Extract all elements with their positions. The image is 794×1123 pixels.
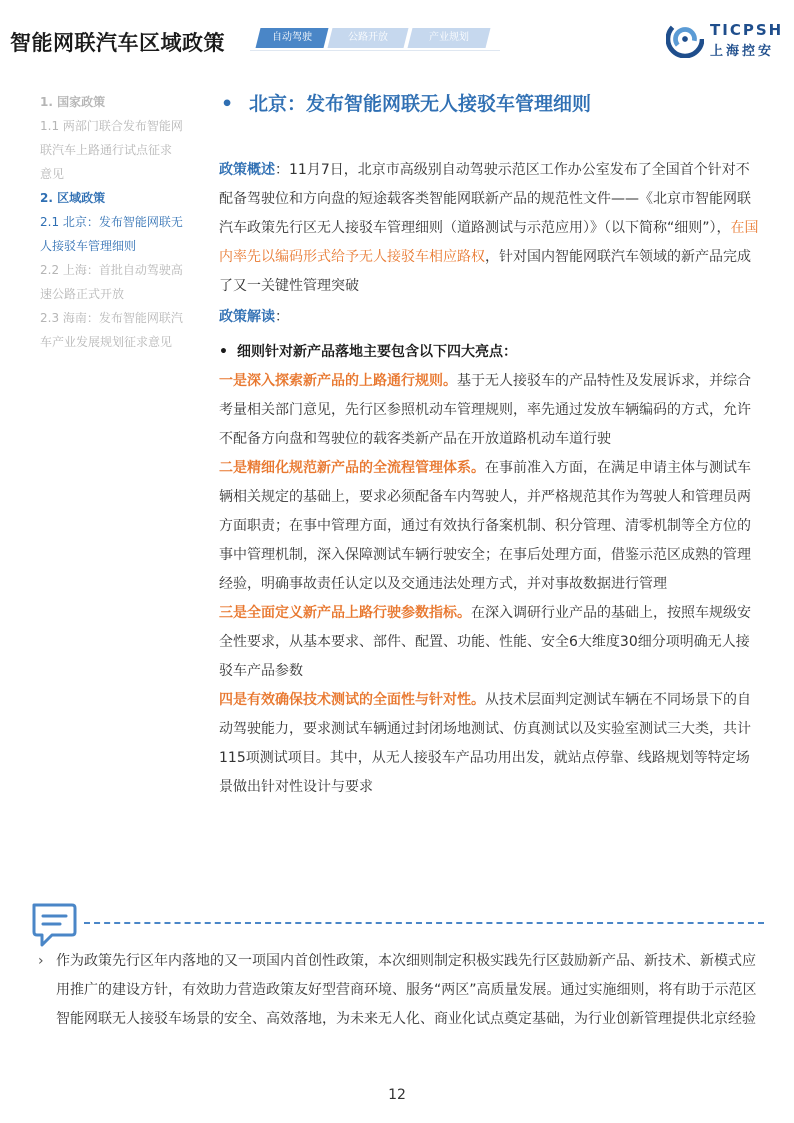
point-2-lead: 二是精细化规范新产品的全流程管理体系。 bbox=[219, 460, 485, 476]
company-logo bbox=[666, 20, 786, 60]
section-title bbox=[221, 88, 759, 120]
toc-regional-policy[interactable]: 2. 区域政策 bbox=[40, 191, 106, 205]
chevron-right-icon: › bbox=[38, 953, 44, 969]
logo-swirl-icon bbox=[666, 20, 704, 58]
highlight-point-1 bbox=[219, 367, 759, 454]
section-title-text: 北京：发布智能网联无人接驳车管理细则 bbox=[249, 93, 592, 115]
highlights-subhead bbox=[219, 338, 759, 367]
header-title: 智能网联汽车区域政策 bbox=[10, 31, 225, 55]
page-header bbox=[0, 0, 794, 80]
interpretation-label: 政策解读 bbox=[219, 309, 275, 325]
subhead-text: 细则针对新产品落地主要包含以下四大亮点： bbox=[237, 344, 517, 360]
interpretation-heading bbox=[219, 303, 759, 332]
point-3-text: 在深入调研行业产品的基础上，按照车规级安全性要求，从基本要求、部件、配置、功能、性能、安全6大维度30细分项明确无人接驳车产品参数 bbox=[219, 605, 751, 679]
point-4-text: 从技术层面判定测试车辆在不同场景下的自动驾驶能力，要求测试车辆通过封闭场地测试、仿真测试以及实验室测试三大类，共计115项测试项目。其中，从无人接驳车产品功用出发，就站点停靠、线路规划等特定场景做出针对性设计与要求 bbox=[219, 692, 751, 795]
logo-text-en: TICPSH bbox=[710, 21, 784, 39]
point-1-lead: 一是深入探索新产品的上路通行规则。 bbox=[219, 373, 457, 389]
tag-road-opening: 公路开放 bbox=[328, 28, 409, 48]
tag-autonomous-driving: 自动驾驶 bbox=[256, 28, 329, 48]
point-2-text: 在事前准入方面，在满足申请主体与测试车辆相关规定的基础上，要求必须配备车内驾驶人，并严格规范其作为驾驶人和管理员两方面职责；在事中管理方面，通过有效执行备案机制、积分管理、清零机制等全方位的事中管理机制，深入保障测试车辆行驶安全；在事后处理方面，借鉴示范区成熟的管理经验，明确事故责任认定以及交通违法处理方式，并对事故数据进行管理 bbox=[219, 460, 751, 592]
summary-block bbox=[36, 947, 768, 1034]
toc-item-2-2[interactable]: 2.2 上海：首批自动驾驶高 bbox=[40, 263, 183, 277]
point-4-lead: 四是有效确保技术测试的全面性与针对性。 bbox=[219, 692, 485, 708]
summary-paragraph bbox=[36, 947, 768, 1034]
toc-item-2-3-cont[interactable]: 车产业发展规划征求意见 bbox=[40, 335, 173, 349]
page-number: 12 bbox=[388, 1087, 406, 1103]
toc-item-2-3[interactable]: 2.3 海南：发布智能网联汽 bbox=[40, 311, 183, 325]
header-divider bbox=[250, 50, 500, 51]
subhead-bullet: • bbox=[219, 344, 228, 360]
title-bullet: • bbox=[221, 93, 234, 115]
table-of-contents bbox=[40, 90, 200, 354]
highlight-point-4 bbox=[219, 686, 759, 802]
toc-item-2-2-cont[interactable]: 速公路正式开放 bbox=[40, 287, 125, 301]
toc-item-1-1[interactable]: 1.1 两部门联合发布智能网 bbox=[40, 119, 183, 133]
toc-national-policy[interactable]: 1. 国家政策 bbox=[40, 95, 106, 109]
main-content bbox=[219, 88, 759, 802]
dashed-divider bbox=[84, 922, 764, 924]
overview-highlight: 在国内率先以编码形式给予无人接驳车相应路权 bbox=[219, 220, 759, 265]
overview-colon: ： bbox=[275, 162, 289, 178]
toc-item-2-1[interactable]: 2.1 北京：发布智能网联无 bbox=[40, 215, 183, 229]
overview-label: 政策概述 bbox=[219, 162, 275, 178]
comment-icon bbox=[30, 902, 78, 948]
summary-text: 作为政策先行区年内落地的又一项国内首创性政策，本次细则制定积极实践先行区鼓励新产品、新技术、新模式应用推广的建设方针，有效助力营造政策友好型营商环境、服务“两区”高质量发展。通过实施细则，将有助于示范区智能网联无人接驳车场景的安全、高效落地，为未来无人化、商业化试点奠定基础，为行业创新管理提供北京经验 bbox=[56, 953, 757, 1027]
toc-item-1-1-cont2[interactable]: 意见 bbox=[40, 167, 65, 181]
highlight-point-2 bbox=[219, 454, 759, 599]
logo-text-cn: 上海控安 bbox=[710, 44, 775, 59]
toc-item-2-1-cont[interactable]: 人接驳车管理细则 bbox=[40, 239, 137, 253]
toc-item-1-1-cont[interactable]: 联汽车上路通行试点征求 bbox=[40, 143, 173, 157]
policy-overview bbox=[219, 156, 759, 301]
tag-industry-planning: 产业规划 bbox=[408, 28, 491, 48]
point-1-text: 基于无人接驳车的产品特性及发展诉求，并综合考量相关部门意见，先行区参照机动车管理规则，率先通过发放车辆编码的方式，允许不配备方向盘和驾驶位的载客类新产品在开放道路机动车道行驶 bbox=[219, 373, 751, 447]
highlight-point-3 bbox=[219, 599, 759, 686]
point-3-lead: 三是全面定义新产品上路行驶参数指标。 bbox=[219, 605, 471, 621]
overview-text-2: ，针对国内智能网联汽车领域的新产品完成了又一关键性管理突破 bbox=[219, 249, 751, 294]
interpretation-colon: ： bbox=[275, 309, 289, 325]
overview-text-1: 11月7日，北京市高级别自动驾驶示范区工作办公室发布了全国首个针对不配备驾驶位和方向盘的短途载客类智能网联新产品的规范性文件——《北京市智能网联汽车政策先行区无人接驳车管理细则（道路测试与示范应用）》（以下简称“细则”）， bbox=[219, 162, 751, 236]
